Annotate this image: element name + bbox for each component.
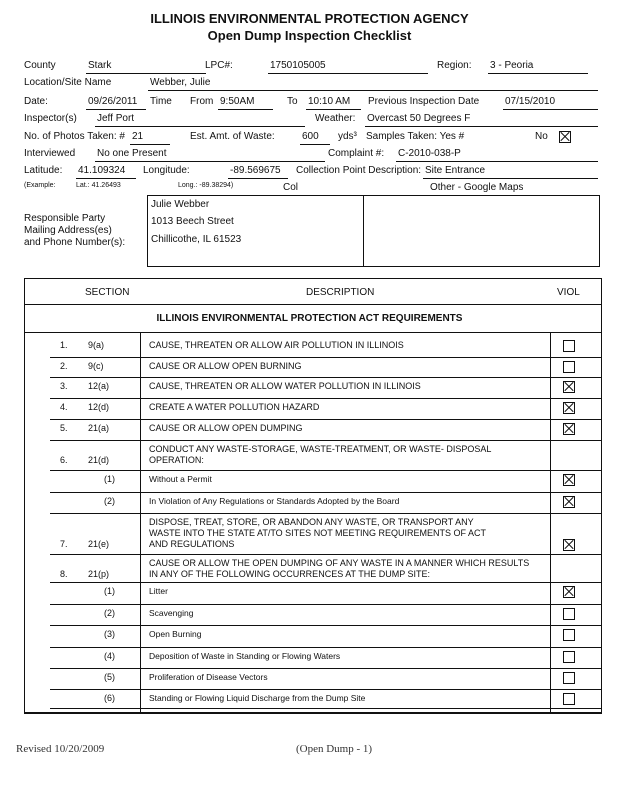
row-description: CREATE A WATER POLLUTION HAZARD	[149, 402, 320, 412]
row-section: 21(p)	[88, 569, 110, 579]
row-section: 21(a)	[88, 423, 110, 433]
violation-checkbox[interactable]	[563, 381, 575, 393]
violation-checkbox[interactable]	[563, 340, 575, 352]
divider	[24, 304, 602, 305]
col-method-field[interactable]: Other - Google Maps	[430, 182, 524, 193]
date-field[interactable]: 09/26/2011	[88, 96, 138, 107]
long-field[interactable]: -89.569675	[230, 165, 281, 176]
row-number: 2.	[60, 361, 68, 371]
waste-unit: yds³	[338, 131, 357, 142]
complaint-label: Complaint #:	[328, 148, 385, 159]
responsible-street: 1013 Beech Street	[151, 216, 234, 227]
row-description: CAUSE OR ALLOW OPEN BURNING	[149, 361, 302, 371]
row-section: 21(e)	[88, 539, 110, 549]
row-section: (5)	[104, 672, 115, 682]
act-requirements-header: ILLINOIS ENVIRONMENTAL PROTECTION ACT REQUIREMENTS	[156, 313, 463, 324]
row-section: (2)	[104, 608, 115, 618]
row-description: Litter	[149, 586, 168, 596]
row-description: WASTE INTO THE STATE AT/TO SITES NOT MEETING REQUIREMENTS OF ACT	[149, 528, 487, 538]
row-description: CONDUCT ANY WASTE-STORAGE, WASTE-TREATMENT, OR WASTE- DISPOSAL	[149, 444, 492, 454]
row-description: Deposition of Waste in Standing or Flowing Waters	[149, 651, 341, 661]
field-underline	[488, 73, 588, 74]
prev-field[interactable]: 07/15/2010	[505, 96, 556, 107]
region-label: Region:	[437, 60, 472, 71]
col-label: Col	[283, 182, 299, 193]
county-label: County	[24, 60, 56, 71]
field-underline	[423, 178, 598, 179]
field-underline	[130, 144, 170, 145]
row-divider	[50, 513, 601, 514]
divider	[24, 332, 602, 333]
region-field[interactable]: 3 - Peoria	[490, 60, 534, 71]
responsible-label-3: and Phone Number(s):	[24, 237, 126, 248]
location-label: Location/Site Name	[24, 77, 112, 88]
field-underline	[268, 73, 428, 74]
time-label: Time	[150, 96, 172, 107]
field-underline	[300, 144, 330, 145]
row-section: (1)	[104, 474, 115, 484]
example-lat: Lat.: 41.26493	[76, 182, 121, 189]
interviewed-label: Interviewed	[24, 148, 76, 159]
samples-label: Samples Taken: Yes #	[366, 131, 465, 142]
field-underline	[365, 126, 598, 127]
from-label: From	[190, 96, 214, 107]
row-description: Scavenging	[149, 608, 194, 618]
date-label: Date:	[24, 96, 48, 107]
form-title: Open Dump Inspection Checklist	[207, 28, 412, 43]
waste-label: Est. Amt. of Waste:	[190, 131, 275, 142]
viol-column-divider	[550, 332, 551, 712]
row-number: 4.	[60, 402, 68, 412]
field-underline	[95, 126, 305, 127]
lpc-field[interactable]: 1750105005	[270, 60, 326, 71]
viol-header: VIOL	[557, 287, 580, 298]
row-section: (1)	[104, 586, 115, 596]
row-section: (2)	[104, 496, 115, 506]
lpc-label: LPC#:	[205, 60, 233, 71]
interviewed-field[interactable]: No one Present	[97, 148, 167, 159]
row-number: 1.	[60, 340, 68, 350]
from-field[interactable]: 9:50AM	[220, 96, 255, 107]
row-section: 12(d)	[88, 402, 110, 412]
page-label: (Open Dump - 1)	[296, 743, 373, 755]
row-divider	[50, 554, 601, 555]
inspector-field[interactable]: Jeff Port	[97, 113, 135, 124]
row-section: (6)	[104, 693, 115, 703]
violation-checkbox[interactable]	[563, 629, 575, 641]
row-number: 3.	[60, 381, 68, 391]
location-field[interactable]: Webber, Julie	[150, 77, 211, 88]
responsible-name: Julie Webber	[151, 199, 210, 210]
row-description: CAUSE OR ALLOW THE OPEN DUMPING OF ANY WASTE IN A MANNER WHICH RESULTS	[149, 558, 530, 568]
row-description: Proliferation of Disease Vectors	[149, 672, 268, 682]
lat-field[interactable]: 41.109324	[78, 165, 126, 176]
row-divider	[50, 668, 601, 669]
table-bottom-border	[24, 712, 602, 714]
table-top-border	[24, 278, 602, 279]
violation-checkbox[interactable]	[563, 672, 575, 684]
violation-checkbox[interactable]	[563, 423, 575, 435]
row-description: CAUSE OR ALLOW OPEN DUMPING	[149, 423, 303, 433]
row-description: IN ANY OF THE FOLLOWING OCCURRENCES AT THE DUMP SITE:	[149, 569, 431, 579]
row-description: In Violation of Any Regulations or Standards Adopted by the Board	[149, 496, 400, 506]
field-underline	[306, 109, 361, 110]
row-section: 12(a)	[88, 381, 110, 391]
row-description: Without a Permit	[149, 474, 212, 484]
row-divider	[50, 419, 601, 420]
violation-checkbox[interactable]	[563, 586, 575, 598]
field-underline	[86, 73, 206, 74]
row-section: (3)	[104, 629, 115, 639]
agency-name: ILLINOIS ENVIRONMENTAL PROTECTION AGENCY	[150, 11, 469, 26]
samples-no-checkbox[interactable]	[559, 131, 571, 143]
long-label: Longitude:	[143, 165, 190, 176]
row-number: 8.	[60, 569, 68, 579]
description-header: DESCRIPTION	[306, 287, 375, 298]
samples-no-label: No	[535, 131, 548, 142]
photos-field[interactable]: 21	[132, 131, 144, 142]
field-underline	[396, 161, 598, 162]
example-long: Long.: -89.38294)	[178, 182, 234, 189]
row-divider	[50, 470, 601, 471]
to-label: To	[287, 96, 298, 107]
table-right-border	[601, 278, 602, 712]
row-divider	[50, 492, 601, 493]
row-section: 9(c)	[88, 361, 104, 371]
violation-checkbox[interactable]	[563, 496, 575, 508]
row-divider	[50, 440, 601, 441]
weather-label: Weather:	[315, 113, 356, 124]
responsible-party-box-2[interactable]	[362, 195, 600, 267]
row-divider	[50, 398, 601, 399]
field-underline	[95, 161, 325, 162]
field-underline	[503, 109, 598, 110]
row-description: DISPOSE, TREAT, STORE, OR ABANDON ANY WASTE, OR TRANSPORT ANY	[149, 517, 474, 527]
row-description: OPERATION:	[149, 455, 204, 465]
prev-label: Previous Inspection Date	[368, 96, 480, 107]
section-header: SECTION	[85, 287, 130, 298]
responsible-city: Chillicothe, IL 61523	[151, 234, 242, 245]
field-underline	[218, 109, 273, 110]
weather-field[interactable]: Overcast 50 Degrees F	[367, 113, 471, 124]
violation-checkbox[interactable]	[563, 474, 575, 486]
row-number: 6.	[60, 455, 68, 465]
example-label: (Example:	[24, 182, 56, 189]
to-field[interactable]: 10:10 AM	[308, 96, 351, 107]
county-field[interactable]: Stark	[88, 60, 112, 71]
row-description: Open Burning	[149, 629, 202, 639]
row-divider	[50, 582, 601, 583]
row-divider	[50, 708, 601, 709]
row-section: (4)	[104, 651, 115, 661]
violation-checkbox[interactable]	[563, 361, 575, 373]
responsible-label-1: Responsible Party	[24, 213, 106, 224]
table-left-border	[24, 278, 25, 712]
field-underline	[76, 178, 136, 179]
cpd-field[interactable]: Site Entrance	[425, 165, 486, 176]
complaint-field[interactable]: C-2010-038-P	[398, 148, 461, 159]
row-section: 9(a)	[88, 340, 105, 350]
row-divider	[50, 604, 601, 605]
violation-checkbox[interactable]	[563, 402, 575, 414]
lat-label: Latitude:	[24, 165, 63, 176]
field-underline	[148, 90, 598, 91]
inspector-label: Inspector(s)	[24, 113, 77, 124]
row-number: 5.	[60, 423, 68, 433]
row-divider	[50, 647, 601, 648]
cpd-label: Collection Point Description:	[296, 165, 422, 176]
violation-checkbox[interactable]	[563, 539, 575, 551]
row-description: Standing or Flowing Liquid Discharge from the Dump Site	[149, 693, 366, 703]
row-number: 7.	[60, 539, 68, 549]
section-column-divider	[140, 332, 141, 712]
row-description: AND REGULATIONS	[149, 539, 235, 549]
row-description: CAUSE, THREATEN OR ALLOW AIR POLLUTION IN ILLINOIS	[149, 340, 404, 350]
photos-label: No. of Photos Taken: #	[24, 131, 125, 142]
row-divider	[50, 689, 601, 690]
violation-checkbox[interactable]	[563, 608, 575, 620]
responsible-label-2: Mailing Address(es)	[24, 225, 112, 236]
row-divider	[50, 625, 601, 626]
row-section: 21(d)	[88, 455, 110, 465]
violation-checkbox[interactable]	[563, 651, 575, 663]
revised-date: Revised 10/20/2009	[16, 743, 105, 755]
field-underline	[228, 178, 288, 179]
row-divider	[50, 377, 601, 378]
row-divider	[50, 357, 601, 358]
field-underline	[86, 109, 146, 110]
violation-checkbox[interactable]	[563, 693, 575, 705]
row-description: CAUSE, THREATEN OR ALLOW WATER POLLUTION IN ILLINOIS	[149, 381, 421, 391]
waste-field[interactable]: 600	[302, 131, 319, 142]
